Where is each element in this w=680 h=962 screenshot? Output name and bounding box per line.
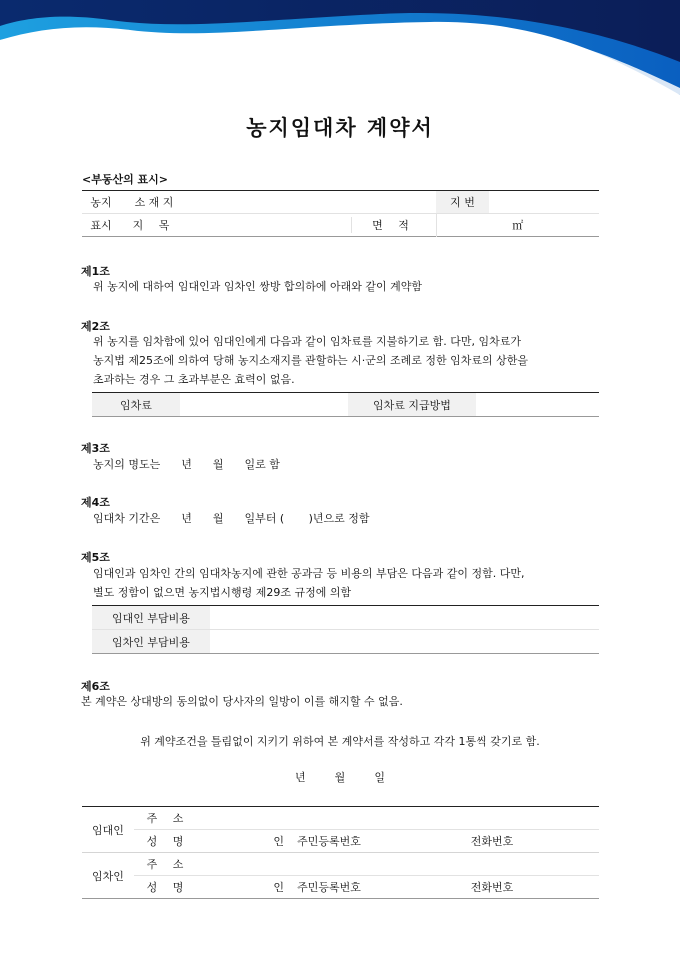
location-label: 소 재 지: [134, 196, 174, 209]
rent-label: 임차료: [92, 393, 180, 417]
lessor-address-value[interactable]: [202, 807, 599, 830]
area-unit: ㎡: [436, 214, 599, 237]
date-month: 월: [334, 771, 346, 784]
lessor-label: 임대인: [82, 807, 134, 853]
article-2-line-2: 농지법 제25조에 의하여 당해 농지소재지를 관할하는 시·군의 조례로 정한 임차료의 상한을: [93, 354, 528, 367]
lessee-phone-value[interactable]: [526, 876, 599, 899]
lessor-seal: 인: [202, 830, 288, 853]
document-title: 농지임대차 계약서: [246, 116, 434, 140]
lessor-resident-no-label: 주민등록번호: [288, 830, 370, 853]
lessee-resident-no-label: 주민등록번호: [288, 876, 370, 899]
parties-table: [82, 806, 599, 899]
lessor-phone-value[interactable]: [526, 830, 599, 853]
lessor-cost-value[interactable]: [210, 606, 599, 630]
lessee-seal: 인: [202, 876, 288, 899]
lessor-resident-no-value[interactable]: [370, 830, 458, 853]
property-table: [82, 190, 599, 237]
lessee-address-value[interactable]: [202, 853, 599, 876]
article-4-text: 임대차 기간은 년 월 일부터 ( )년으로 정함: [93, 512, 370, 525]
article-6-text: 본 계약은 상대방의 동의없이 당사자의 일방이 이를 해지할 수 없음.: [81, 695, 403, 708]
lessee-cost-value[interactable]: [210, 630, 599, 654]
date-day: 일: [374, 771, 385, 784]
closing-statement: 위 계약조건을 틀림없이 지키기 위하여 본 계약서를 작성하고 각각 1통씩 갖기로 함.: [140, 735, 540, 748]
rent-table: [92, 392, 599, 417]
payment-method-label: 임차료 지급방법: [348, 393, 476, 417]
area-label: 면 적: [351, 217, 436, 233]
lessee-cost-label: 임차인 부담비용: [92, 630, 210, 654]
lot-value[interactable]: [489, 191, 599, 214]
cost-table: [92, 605, 599, 654]
article-3-heading: 제3조: [81, 442, 110, 455]
location-value[interactable]: [188, 191, 436, 214]
property-group-label: 농지: [90, 196, 112, 209]
lot-label: 지 번: [436, 191, 489, 214]
lessor-name-label: 성 명: [134, 830, 202, 853]
article-4-heading: 제4조: [81, 496, 110, 509]
property-group-label-2: 표시: [82, 214, 120, 237]
article-3-text: 농지의 명도는 년 월 일로 함: [93, 458, 280, 471]
lessee-address-label: 주 소: [134, 853, 202, 876]
date-year: 년: [295, 771, 306, 784]
lessor-phone-label: 전화번호: [458, 830, 526, 853]
lessee-resident-no-value[interactable]: [370, 876, 458, 899]
article-1-heading: 제1조: [81, 265, 110, 278]
property-section-label: <부동산의 표시>: [82, 173, 169, 186]
article-6-heading: 제6조: [81, 680, 110, 693]
article-1-text: 위 농지에 대하여 임대인과 임차인 쌍방 합의하에 아래와 같이 계약함: [93, 280, 422, 293]
rent-value[interactable]: [180, 393, 348, 417]
lessee-name-label: 성 명: [134, 876, 202, 899]
article-5-line-1: 임대인과 임차인 간의 임대차농지에 관한 공과금 등 비용의 부담은 다음과 같이 정함. 다만,: [93, 567, 525, 580]
article-2-line-3: 초과하는 경우 그 초과부분은 효력이 없음.: [93, 373, 295, 386]
contract-date: [0, 769, 680, 785]
article-5-heading: 제5조: [81, 551, 110, 564]
lessor-cost-label: 임대인 부담비용: [92, 606, 210, 630]
article-5-line-2: 별도 정함이 없으면 농지법시행령 제29조 규정에 의함: [93, 586, 352, 599]
lessee-label: 임차인: [82, 853, 134, 899]
article-2-line-1: 위 농지를 임차함에 있어 임대인에게 다음과 같이 임차료를 지불하기로 함. 다만, 임차료가: [93, 335, 521, 348]
category-label: 지 목: [120, 214, 188, 237]
article-2-heading: 제2조: [81, 320, 110, 333]
payment-method-value[interactable]: [476, 393, 599, 417]
lessor-address-label: 주 소: [146, 812, 190, 825]
lessee-phone-label: 전화번호: [458, 876, 526, 899]
